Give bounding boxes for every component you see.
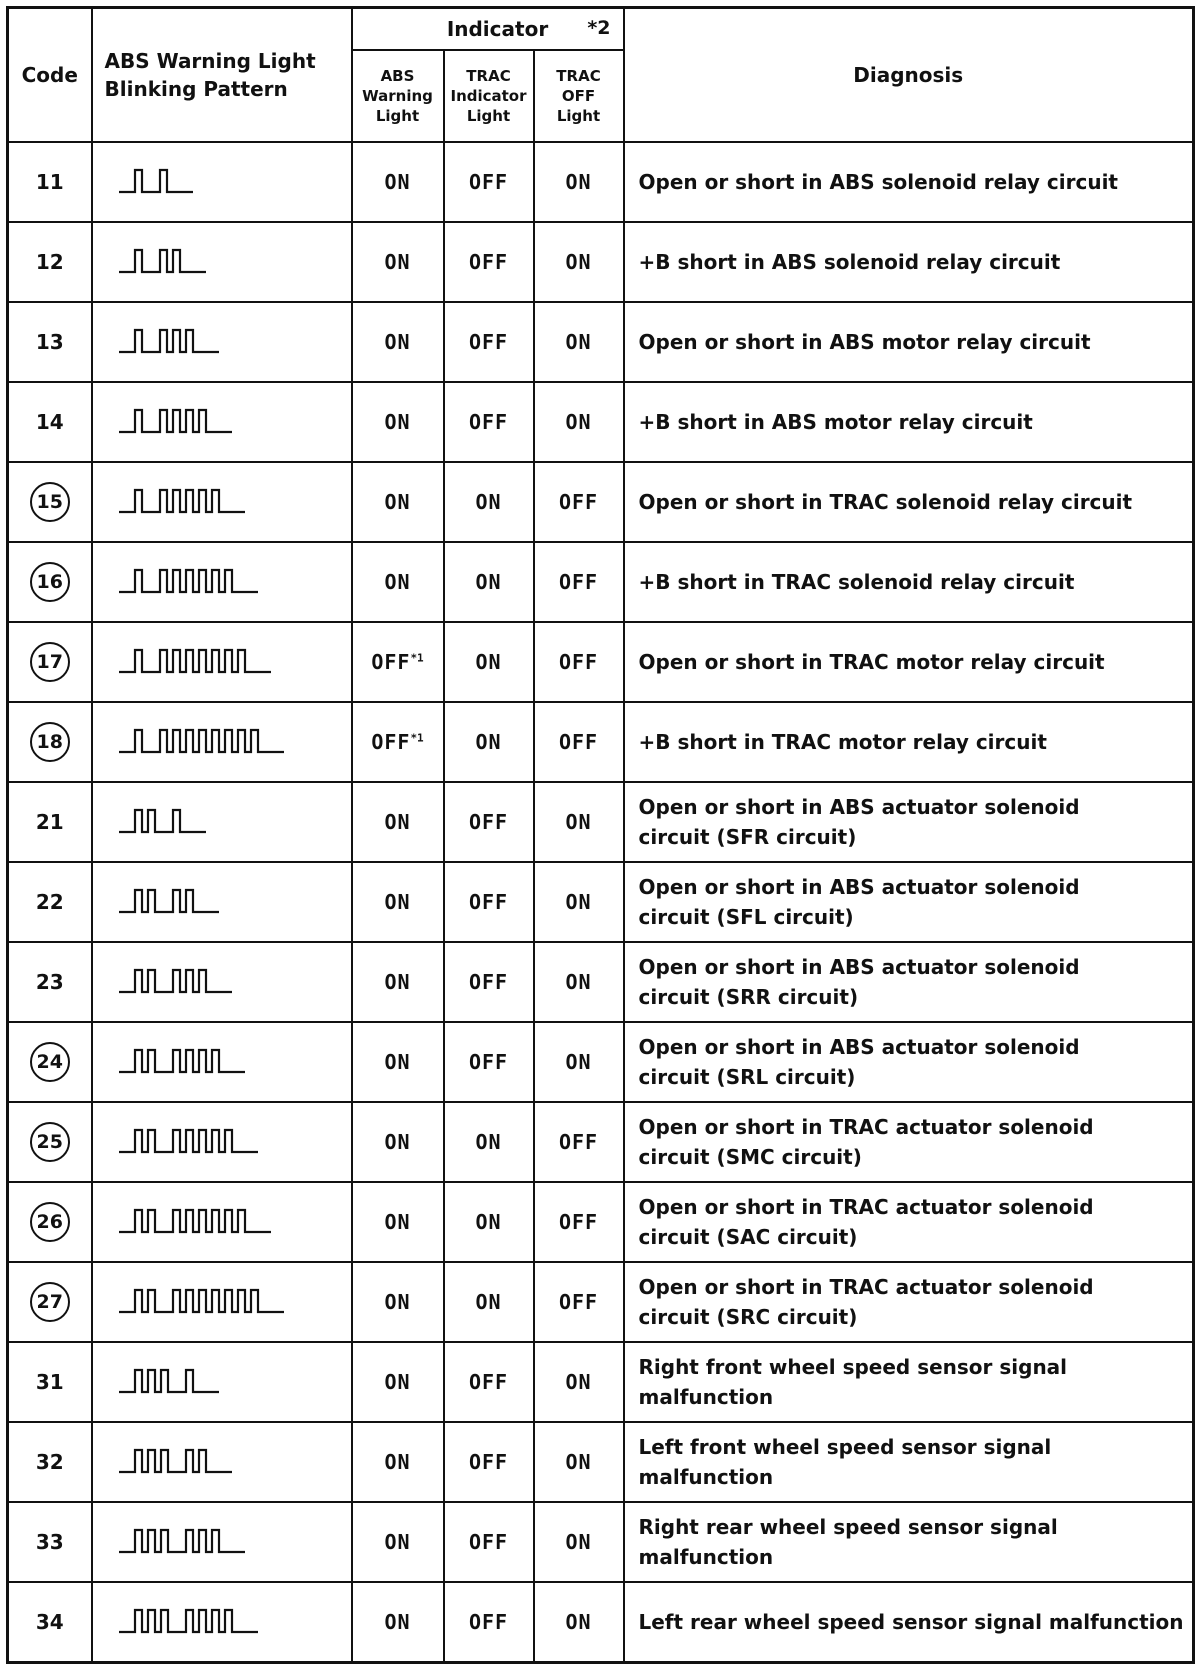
abs-warning-light-cell <box>352 702 444 782</box>
trac-indicator-light-cell <box>444 542 534 622</box>
header-trac-ind-line1: TRAC <box>466 67 511 85</box>
trac-off-light-cell <box>534 1182 624 1262</box>
diagnosis-cell <box>624 382 1194 462</box>
trac-indicator-light-cell <box>444 1582 534 1662</box>
blink-pattern-waveform <box>119 722 339 762</box>
trac-indicator-light-cell <box>444 702 534 782</box>
blink-pattern-line <box>119 1450 232 1472</box>
indicator-state: ON <box>384 810 411 834</box>
blink-pattern-waveform <box>119 802 339 842</box>
blink-pattern-line <box>119 970 232 992</box>
indicator-state: ON <box>475 1210 502 1234</box>
table-row <box>8 1422 1194 1502</box>
header-trac-off-light <box>534 50 624 142</box>
blink-pattern-line <box>119 1290 284 1312</box>
code-cell <box>8 1422 92 1502</box>
blink-pattern-line <box>119 1530 245 1552</box>
indicator-state: OFF <box>468 1050 509 1074</box>
header-pattern-line1: ABS Warning Light <box>104 49 316 73</box>
trac-indicator-light-cell <box>444 1262 534 1342</box>
abs-warning-light-cell <box>352 1502 444 1582</box>
blink-pattern-line <box>119 1050 245 1072</box>
indicator-state: OFF <box>468 970 509 994</box>
blink-pattern-waveform <box>119 1282 339 1322</box>
trac-indicator-light-cell <box>444 1422 534 1502</box>
table-row <box>8 862 1194 942</box>
abs-warning-light-cell <box>352 222 444 302</box>
blink-pattern-cell <box>92 1262 352 1342</box>
code-cell <box>8 862 92 942</box>
indicator-state: OFF <box>558 1290 599 1314</box>
header-trac-indicator-light <box>444 50 534 142</box>
table-row <box>8 462 1194 542</box>
diagnosis-cell <box>624 142 1194 222</box>
indicator-state: ON <box>384 570 411 594</box>
trac-off-light-cell <box>534 862 624 942</box>
trac-off-light-cell <box>534 1022 624 1102</box>
code-value: 22 <box>35 890 64 914</box>
trac-indicator-light-cell <box>444 942 534 1022</box>
abs-warning-light-cell <box>352 1262 444 1342</box>
blink-pattern-waveform <box>119 242 339 282</box>
indicator-state: OFF <box>371 730 411 754</box>
diagnosis-cell <box>624 942 1194 1022</box>
diagnosis-cell <box>624 1102 1194 1182</box>
code-cell <box>8 702 92 782</box>
table-row <box>8 1502 1194 1582</box>
indicator-state: OFF <box>468 410 509 434</box>
diagnosis-text: +B short in TRAC motor relay circuit <box>638 730 1047 754</box>
blink-pattern-cell <box>92 302 352 382</box>
abs-warning-light-cell <box>352 1422 444 1502</box>
indicator-state: OFF <box>558 570 599 594</box>
blink-pattern-line <box>119 250 206 272</box>
trac-indicator-light-cell <box>444 222 534 302</box>
diagnosis-text: Left front wheel speed sensor signal malfunction <box>638 1435 1052 1489</box>
indicator-state: ON <box>565 1450 592 1474</box>
blink-pattern-cell <box>92 1102 352 1182</box>
code-cell <box>8 1502 92 1582</box>
diagnosis-cell <box>624 1262 1194 1342</box>
indicator-state: OFF <box>558 1210 599 1234</box>
diagnosis-cell <box>624 702 1194 782</box>
indicator-state: OFF <box>558 730 599 754</box>
blink-pattern-waveform <box>119 1362 339 1402</box>
blink-pattern-cell <box>92 862 352 942</box>
header-trac-off-line2: OFF <box>561 87 596 105</box>
blink-pattern-waveform <box>119 962 339 1002</box>
code-cell <box>8 1262 92 1342</box>
blink-pattern-waveform <box>119 322 339 362</box>
trac-indicator-light-cell <box>444 1102 534 1182</box>
code-value: 21 <box>35 810 64 834</box>
code-cell <box>8 1022 92 1102</box>
indicator-state: ON <box>475 570 502 594</box>
diagnosis-text: circuit (SFL circuit) <box>638 905 854 929</box>
trac-indicator-light-cell <box>444 1022 534 1102</box>
header-indicator <box>352 8 624 51</box>
indicator-state: OFF <box>468 890 509 914</box>
abs-warning-light-cell <box>352 862 444 942</box>
code-value: 32 <box>35 1450 64 1474</box>
abs-warning-light-cell <box>352 942 444 1022</box>
blink-pattern-cell <box>92 1422 352 1502</box>
indicator-state: ON <box>384 410 411 434</box>
blink-pattern-cell <box>92 222 352 302</box>
diagnosis-cell <box>624 542 1194 622</box>
trac-off-light-cell <box>534 302 624 382</box>
table-row <box>8 782 1194 862</box>
header-trac-ind-line2: Indicator <box>450 87 527 105</box>
trac-off-light-cell <box>534 1102 624 1182</box>
blink-pattern-cell <box>92 142 352 222</box>
code-cell <box>8 622 92 702</box>
table-row <box>8 382 1194 462</box>
table-row <box>8 1182 1194 1262</box>
diagnosis-cell <box>624 222 1194 302</box>
header-diagnosis: Diagnosis <box>624 8 1194 143</box>
indicator-state: ON <box>384 1530 411 1554</box>
code-cell <box>8 782 92 862</box>
abs-warning-light-cell <box>352 622 444 702</box>
trac-off-light-cell <box>534 222 624 302</box>
trac-off-light-cell <box>534 382 624 462</box>
indicator-state: OFF <box>468 1530 509 1554</box>
indicator-state: OFF <box>468 250 509 274</box>
diagnosis-cell <box>624 1502 1194 1582</box>
trac-indicator-light-cell <box>444 1342 534 1422</box>
indicator-state: OFF <box>558 650 599 674</box>
diagnostic-code-table-page <box>6 6 1192 1664</box>
header-abs-warning-light <box>352 50 444 142</box>
blink-pattern-cell <box>92 462 352 542</box>
trac-indicator-light-cell <box>444 622 534 702</box>
table-row <box>8 302 1194 382</box>
code-value: 33 <box>35 1530 64 1554</box>
blink-pattern-line <box>119 890 219 912</box>
blink-pattern-cell <box>92 542 352 622</box>
blink-pattern-cell <box>92 1342 352 1422</box>
table-row <box>8 1582 1194 1662</box>
code-value: 12 <box>35 250 64 274</box>
header-abs-line2: Warning <box>362 87 433 105</box>
indicator-state: ON <box>384 330 411 354</box>
circled-code: 16 <box>30 562 70 602</box>
code-rows <box>8 142 1194 1662</box>
abs-warning-light-cell <box>352 1022 444 1102</box>
code-cell <box>8 462 92 542</box>
diagnosis-text: Open or short in TRAC motor relay circuit <box>638 650 1105 674</box>
diagnosis-text: Left rear wheel speed sensor signal malfunction <box>638 1609 1184 1634</box>
blink-pattern-waveform <box>119 482 339 522</box>
blink-pattern-cell <box>92 622 352 702</box>
footnote-mark: *1 <box>410 731 424 745</box>
abs-warning-light-cell <box>352 462 444 542</box>
indicator-state: OFF <box>371 650 411 674</box>
diagnosis-text: Open or short in TRAC actuator solenoid <box>638 1195 1094 1219</box>
blink-pattern-waveform <box>119 1202 339 1242</box>
blink-pattern-waveform <box>119 1522 339 1562</box>
abs-warning-light-cell <box>352 302 444 382</box>
code-value: 13 <box>35 330 64 354</box>
indicator-state: ON <box>384 1130 411 1154</box>
header-abs-line3: Light <box>375 107 420 125</box>
abs-warning-light-cell <box>352 1182 444 1262</box>
trac-off-light-cell <box>534 1262 624 1342</box>
indicator-state: ON <box>384 970 411 994</box>
diagnosis-cell <box>624 1022 1194 1102</box>
diagnosis-cell <box>624 862 1194 942</box>
indicator-state: ON <box>565 410 592 434</box>
indicator-state: ON <box>384 170 411 194</box>
trac-indicator-light-cell <box>444 382 534 462</box>
indicator-state: ON <box>565 170 592 194</box>
blink-pattern-waveform <box>119 1042 339 1082</box>
code-cell <box>8 1182 92 1262</box>
diagnosis-text: circuit (SMC circuit) <box>638 1145 862 1169</box>
trac-off-light-cell <box>534 1342 624 1422</box>
circled-code: 18 <box>30 722 70 762</box>
header-trac-off-line1: TRAC <box>556 67 601 85</box>
code-cell <box>8 1102 92 1182</box>
indicator-state: ON <box>565 890 592 914</box>
blink-pattern-cell <box>92 1582 352 1662</box>
blink-pattern-waveform <box>119 642 339 682</box>
blink-pattern-cell <box>92 1182 352 1262</box>
indicator-state: ON <box>384 1609 411 1634</box>
trac-indicator-light-cell <box>444 782 534 862</box>
diagnosis-text: Open or short in TRAC actuator solenoid <box>638 1115 1094 1139</box>
trac-indicator-light-cell <box>444 462 534 542</box>
diagnosis-text: Open or short in ABS actuator solenoid <box>638 1035 1080 1059</box>
indicator-state: ON <box>565 810 592 834</box>
blink-pattern-line <box>119 810 206 832</box>
indicator-state: ON <box>384 1450 411 1474</box>
trac-off-light-cell <box>534 702 624 782</box>
trac-indicator-light-cell <box>444 862 534 942</box>
circled-code: 24 <box>30 1042 70 1082</box>
blink-pattern-line <box>119 170 193 192</box>
indicator-state: ON <box>475 650 502 674</box>
blink-pattern-waveform <box>119 562 339 602</box>
diagnostic-code-table <box>6 6 1195 1664</box>
trac-off-light-cell <box>534 1582 624 1662</box>
indicator-state: ON <box>475 490 502 514</box>
diagnosis-cell <box>624 462 1194 542</box>
diagnosis-text: circuit (SAC circuit) <box>638 1225 858 1249</box>
trac-off-light-cell <box>534 1502 624 1582</box>
table-row <box>8 1102 1194 1182</box>
blink-pattern-line <box>119 570 258 592</box>
code-cell <box>8 142 92 222</box>
indicator-state: OFF <box>468 1450 509 1474</box>
diagnosis-text: circuit (SFR circuit) <box>638 825 857 849</box>
trac-off-light-cell <box>534 942 624 1022</box>
diagnosis-text: Open or short in ABS actuator solenoid <box>638 795 1080 819</box>
diagnosis-cell <box>624 1422 1194 1502</box>
indicator-state: ON <box>565 250 592 274</box>
header-indicator-label: Indicator <box>446 17 549 41</box>
indicator-state: ON <box>565 970 592 994</box>
code-value: 14 <box>35 410 64 434</box>
table-row <box>8 1262 1194 1342</box>
blink-pattern-line <box>119 1610 258 1632</box>
trac-indicator-light-cell <box>444 1502 534 1582</box>
table-row <box>8 222 1194 302</box>
indicator-state: ON <box>475 1290 502 1314</box>
blink-pattern-cell <box>92 1502 352 1582</box>
trac-indicator-light-cell <box>444 142 534 222</box>
blink-pattern-waveform <box>119 1602 339 1642</box>
table-row <box>8 1342 1194 1422</box>
blink-pattern-cell <box>92 1022 352 1102</box>
trac-off-light-cell <box>534 542 624 622</box>
blink-pattern-line <box>119 650 271 672</box>
circled-code: 17 <box>30 642 70 682</box>
table-row <box>8 942 1194 1022</box>
table-row <box>8 702 1194 782</box>
abs-warning-light-cell <box>352 382 444 462</box>
indicator-state: OFF <box>468 1370 509 1394</box>
diagnosis-text: Open or short in ABS actuator solenoid <box>638 955 1080 979</box>
diagnosis-cell <box>624 1582 1194 1662</box>
indicator-state: ON <box>384 1370 411 1394</box>
header-trac-ind-line3: Light <box>466 107 511 125</box>
indicator-state: OFF <box>468 1609 509 1634</box>
footnote-mark: *1 <box>410 651 424 665</box>
diagnosis-text: circuit (SRR circuit) <box>638 985 859 1009</box>
blink-pattern-waveform <box>119 1442 339 1482</box>
indicator-state: ON <box>565 330 592 354</box>
blink-pattern-line <box>119 330 219 352</box>
trac-off-light-cell <box>534 782 624 862</box>
indicator-state: ON <box>384 250 411 274</box>
blink-pattern-line <box>119 1130 258 1152</box>
indicator-state: OFF <box>468 810 509 834</box>
blink-pattern-line <box>119 1370 219 1392</box>
trac-indicator-light-cell <box>444 1182 534 1262</box>
trac-off-light-cell <box>534 622 624 702</box>
circled-code: 27 <box>30 1282 70 1322</box>
indicator-state: ON <box>475 730 502 754</box>
circled-code: 15 <box>30 482 70 522</box>
diagnosis-text: Open or short in ABS motor relay circuit <box>638 330 1091 354</box>
blink-pattern-waveform <box>119 402 339 442</box>
blink-pattern-cell <box>92 942 352 1022</box>
blink-pattern-line <box>119 1210 271 1232</box>
indicator-state: ON <box>565 1609 592 1634</box>
indicator-state: ON <box>565 1050 592 1074</box>
code-cell <box>8 382 92 462</box>
abs-warning-light-cell <box>352 542 444 622</box>
indicator-state: ON <box>384 1050 411 1074</box>
diagnosis-text: circuit (SRC circuit) <box>638 1305 858 1329</box>
diagnosis-text: Open or short in ABS actuator solenoid <box>638 875 1080 899</box>
abs-warning-light-cell <box>352 782 444 862</box>
abs-warning-light-cell <box>352 1582 444 1662</box>
code-cell <box>8 302 92 382</box>
header-trac-off-line3: Light <box>556 107 601 125</box>
blink-pattern-waveform <box>119 1122 339 1162</box>
code-value: 31 <box>35 1370 64 1394</box>
indicator-state: ON <box>384 890 411 914</box>
blink-pattern-line <box>119 490 245 512</box>
table-row <box>8 142 1194 222</box>
code-cell <box>8 542 92 622</box>
indicator-state: OFF <box>468 330 509 354</box>
code-cell <box>8 1582 92 1662</box>
blink-pattern-line <box>119 410 232 432</box>
trac-off-light-cell <box>534 1422 624 1502</box>
indicator-state: ON <box>475 1130 502 1154</box>
indicator-state: ON <box>565 1370 592 1394</box>
trac-off-light-cell <box>534 462 624 542</box>
diagnosis-text: Open or short in TRAC solenoid relay circuit <box>638 490 1133 514</box>
indicator-state: OFF <box>558 1130 599 1154</box>
table-row <box>8 622 1194 702</box>
blink-pattern-cell <box>92 702 352 782</box>
indicator-state: OFF <box>558 490 599 514</box>
diagnosis-text: Open or short in TRAC actuator solenoid <box>638 1275 1094 1299</box>
diagnosis-text: Open or short in ABS solenoid relay circuit <box>638 170 1118 194</box>
circled-code: 26 <box>30 1202 70 1242</box>
diagnosis-text: +B short in TRAC solenoid relay circuit <box>638 570 1075 594</box>
diagnosis-text: +B short in ABS solenoid relay circuit <box>638 250 1061 274</box>
indicator-state: ON <box>565 1530 592 1554</box>
header-code: Code <box>8 8 92 143</box>
diagnosis-cell <box>624 622 1194 702</box>
code-value: 23 <box>35 970 64 994</box>
code-value: 11 <box>35 170 64 194</box>
abs-warning-light-cell <box>352 1342 444 1422</box>
indicator-state: OFF <box>468 170 509 194</box>
diagnosis-cell <box>624 302 1194 382</box>
table-row <box>8 542 1194 622</box>
header-abs-line1: ABS <box>380 67 415 85</box>
trac-off-light-cell <box>534 142 624 222</box>
indicator-state: ON <box>384 1210 411 1234</box>
code-cell <box>8 1342 92 1422</box>
abs-warning-light-cell <box>352 1102 444 1182</box>
diagnosis-text: circuit (SRL circuit) <box>638 1065 856 1089</box>
table-row <box>8 1022 1194 1102</box>
indicator-state: ON <box>384 490 411 514</box>
diagnosis-cell <box>624 782 1194 862</box>
blink-pattern-waveform <box>119 162 339 202</box>
circled-code: 25 <box>30 1122 70 1162</box>
blink-pattern-cell <box>92 782 352 862</box>
blink-pattern-waveform <box>119 882 339 922</box>
trac-indicator-light-cell <box>444 302 534 382</box>
header-indicator-note: *2 <box>587 17 611 39</box>
diagnosis-text: Right rear wheel speed sensor signal malfunction <box>638 1515 1058 1569</box>
code-value: 34 <box>35 1609 64 1634</box>
blink-pattern-line <box>119 730 284 752</box>
diagnosis-text: +B short in ABS motor relay circuit <box>638 410 1033 434</box>
code-cell <box>8 942 92 1022</box>
diagnosis-cell <box>624 1342 1194 1422</box>
header-blinking-pattern <box>92 8 352 143</box>
header-pattern-line2: Blinking Pattern <box>104 77 288 101</box>
diagnosis-cell <box>624 1182 1194 1262</box>
code-cell <box>8 222 92 302</box>
indicator-state: ON <box>384 1290 411 1314</box>
diagnosis-text: Right front wheel speed sensor signal malfunction <box>638 1355 1068 1409</box>
blink-pattern-cell <box>92 382 352 462</box>
abs-warning-light-cell <box>352 142 444 222</box>
